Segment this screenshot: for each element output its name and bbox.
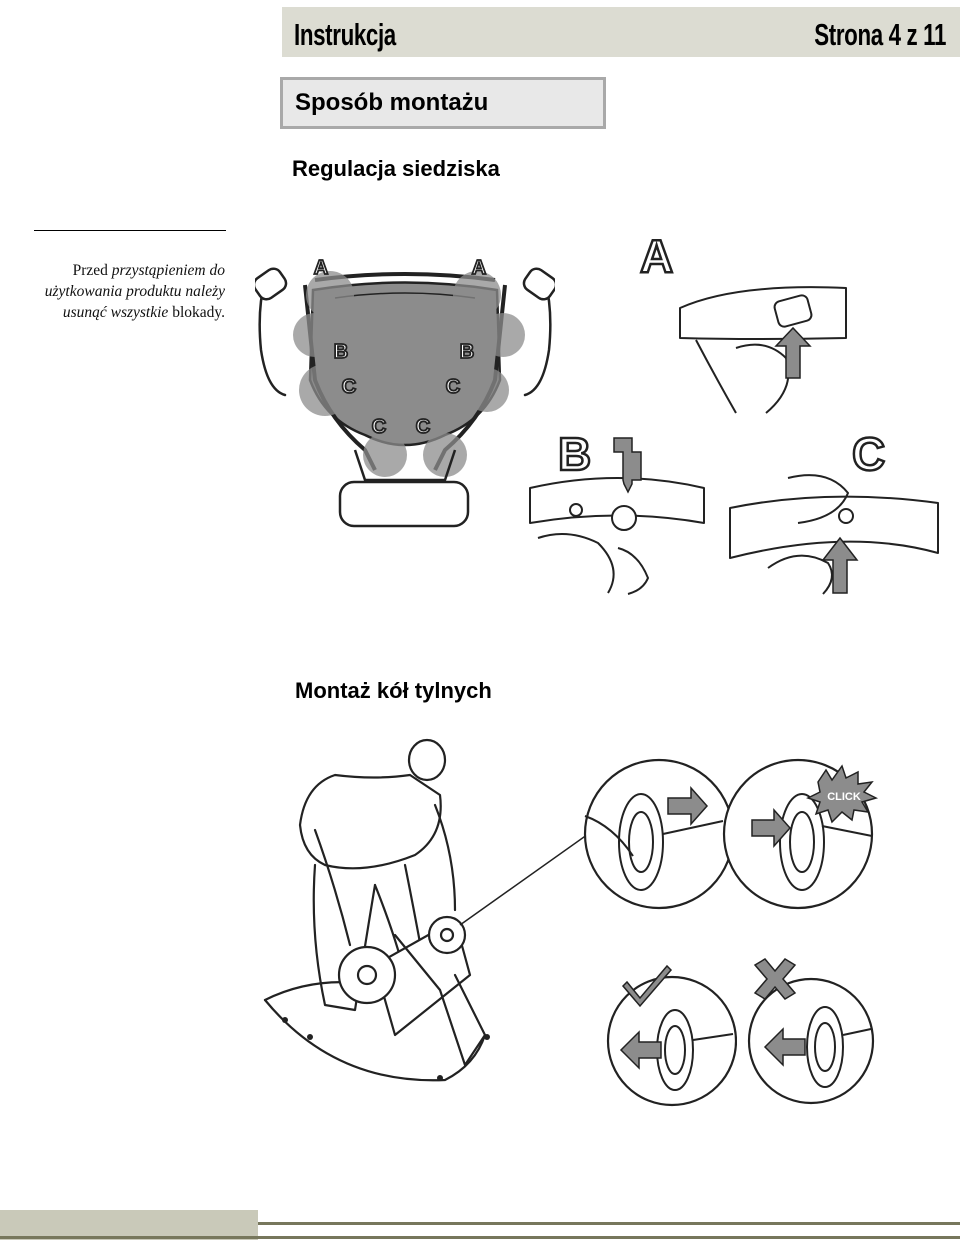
seat-label-a-left: A: [313, 257, 329, 279]
rear-wheels-heading: Montaż kół tylnych: [295, 678, 492, 703]
section-title: Sposób montażu: [295, 89, 489, 116]
section-title-box: [280, 77, 606, 129]
correct-removal-insert: [605, 962, 737, 1108]
click-label: CLICK: [827, 791, 861, 803]
wheel-click-insert: [722, 756, 896, 912]
incorrect-removal-insert: [745, 955, 875, 1105]
header-bar: [282, 7, 960, 57]
seat-label-c-3: C: [371, 416, 387, 438]
detail-c-label: C: [852, 428, 886, 480]
note-divider: [34, 230, 226, 231]
detail-b-illustration: [528, 428, 708, 596]
note-text: [30, 260, 225, 323]
seat-label-c-4: C: [415, 416, 431, 438]
page-indicator: Strona 4 z 11: [814, 17, 946, 52]
detail-a-label: A: [640, 230, 674, 282]
seat-label-a-right: A: [471, 257, 487, 279]
wheel-detail-insert: [583, 756, 733, 912]
document-title: Instrukcja: [294, 17, 396, 52]
wheel-assembly-illustration: [255, 735, 615, 1095]
seat-label-b-right: B: [459, 341, 475, 363]
note-lead: Przed: [72, 262, 112, 279]
seat-frame-diagram: [255, 250, 555, 535]
detail-c-illustration: [728, 428, 940, 596]
detail-a-illustration: [636, 228, 850, 418]
seat-label-c-1: C: [341, 376, 357, 398]
detail-b-label: B: [558, 428, 592, 480]
seat-label-b-left: B: [333, 341, 349, 363]
note-italic: przystąpieniem do użytkowania produktu należy usunąć wszystkie: [44, 262, 225, 321]
seat-label-c-2: C: [445, 376, 461, 398]
footer-rule-bottom: [0, 1236, 960, 1239]
seat-adjust-heading: Regulacja siedziska: [292, 156, 500, 181]
footer-rule: [258, 1222, 960, 1225]
note-tail: blokady.: [168, 304, 225, 321]
